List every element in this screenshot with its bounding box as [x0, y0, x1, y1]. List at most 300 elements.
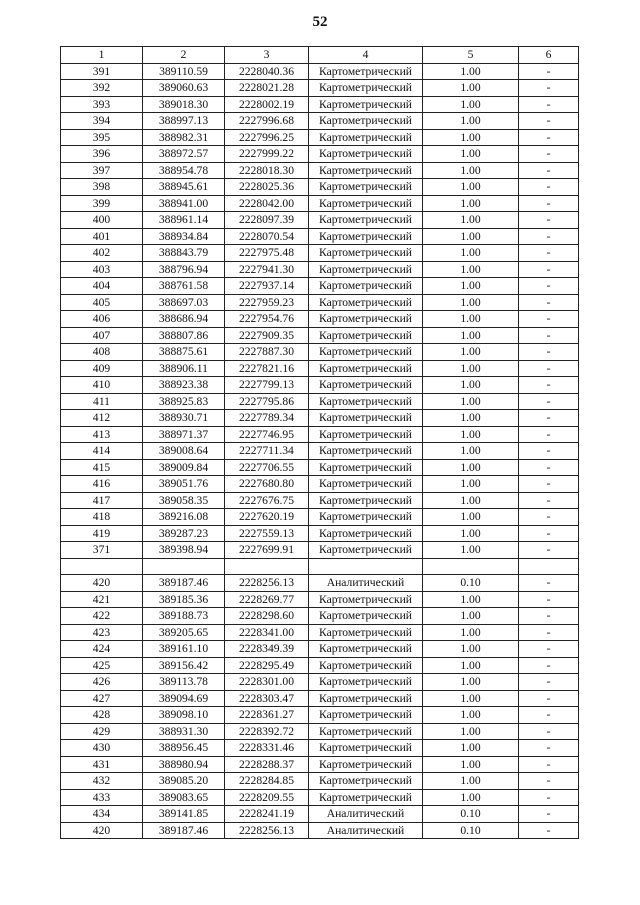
table-row	[61, 410, 579, 427]
table-cell: Картометрический	[309, 113, 423, 130]
table-cell: 428	[61, 707, 143, 724]
table-cell: Картометрический	[309, 591, 423, 608]
table-cell: 402	[61, 245, 143, 262]
table-cell: 2228018.30	[225, 162, 309, 179]
table-cell: 1.00	[423, 195, 519, 212]
table-cell: -	[519, 113, 579, 130]
table-cell: 1.00	[423, 360, 519, 377]
table-cell: 2228021.28	[225, 80, 309, 97]
table-cell: -	[519, 327, 579, 344]
table-row	[61, 278, 579, 295]
table-cell: 395	[61, 129, 143, 146]
table-cell: 1.00	[423, 80, 519, 97]
table-row	[61, 674, 579, 691]
table-cell: Картометрический	[309, 245, 423, 262]
table-cell	[225, 558, 309, 575]
table-cell: Картометрический	[309, 740, 423, 757]
table-cell: 1.00	[423, 674, 519, 691]
table-cell: 2228025.36	[225, 179, 309, 196]
table-cell: 433	[61, 789, 143, 806]
table-cell: 391	[61, 63, 143, 80]
table-cell: Картометрический	[309, 657, 423, 674]
table-row	[61, 443, 579, 460]
table-cell: Картометрический	[309, 476, 423, 493]
table-cell: -	[519, 195, 579, 212]
table-cell: Картометрический	[309, 129, 423, 146]
table-cell: Картометрический	[309, 80, 423, 97]
table-row	[61, 641, 579, 658]
table-cell: -	[519, 674, 579, 691]
table-cell: Аналитический	[309, 806, 423, 823]
table-cell: 1.00	[423, 344, 519, 361]
table-cell: 1.00	[423, 690, 519, 707]
table-cell: 2228042.00	[225, 195, 309, 212]
table-row	[61, 179, 579, 196]
table-cell: 415	[61, 459, 143, 476]
table-cell: Картометрический	[309, 393, 423, 410]
table-row	[61, 377, 579, 394]
table-body	[61, 63, 579, 839]
page-number: 52	[312, 14, 328, 30]
table-cell: 434	[61, 806, 143, 823]
table-cell: 1.00	[423, 261, 519, 278]
table-cell: 394	[61, 113, 143, 130]
table-cell: 389205.65	[143, 624, 225, 641]
table-cell: 1.00	[423, 591, 519, 608]
table-cell: 388945.61	[143, 179, 225, 196]
table-cell: -	[519, 228, 579, 245]
table-cell: Картометрический	[309, 228, 423, 245]
table-row	[61, 806, 579, 823]
table-cell: Картометрический	[309, 212, 423, 229]
table-cell: -	[519, 212, 579, 229]
table-cell: 2227821.16	[225, 360, 309, 377]
table-cell: Картометрический	[309, 278, 423, 295]
table-cell: -	[519, 261, 579, 278]
table-cell: 1.00	[423, 63, 519, 80]
table-cell: 388971.37	[143, 426, 225, 443]
table-cell: Картометрический	[309, 492, 423, 509]
table-row	[61, 822, 579, 839]
table-cell: 432	[61, 773, 143, 790]
table-cell: -	[519, 393, 579, 410]
table-cell: 401	[61, 228, 143, 245]
table-cell: 425	[61, 657, 143, 674]
table-cell: 429	[61, 723, 143, 740]
table-row	[61, 294, 579, 311]
table-cell: 389009.84	[143, 459, 225, 476]
table-cell: 2227996.25	[225, 129, 309, 146]
table-row	[61, 492, 579, 509]
table-row	[61, 723, 579, 740]
table-row	[61, 575, 579, 592]
table-cell: 2227559.13	[225, 525, 309, 542]
table-cell: -	[519, 591, 579, 608]
table-row	[61, 773, 579, 790]
table-cell: 2227620.19	[225, 509, 309, 526]
table-cell: 1.00	[423, 740, 519, 757]
table-cell: 422	[61, 608, 143, 625]
table-cell: 389287.23	[143, 525, 225, 542]
table-cell: 388934.84	[143, 228, 225, 245]
table-cell: 2228002.19	[225, 96, 309, 113]
table-cell: -	[519, 80, 579, 97]
table-cell: 430	[61, 740, 143, 757]
table-cell: 2228349.39	[225, 641, 309, 658]
table-cell: 2228241.19	[225, 806, 309, 823]
table-cell: 409	[61, 360, 143, 377]
table-cell: 1.00	[423, 723, 519, 740]
table-row	[61, 657, 579, 674]
table-cell: 421	[61, 591, 143, 608]
table-cell: 388956.45	[143, 740, 225, 757]
table-cell: Картометрический	[309, 542, 423, 559]
table-cell: -	[519, 459, 579, 476]
table-cell: 2228295.49	[225, 657, 309, 674]
table-cell: Картометрический	[309, 179, 423, 196]
table-cell	[423, 558, 519, 575]
table-cell: Картометрический	[309, 294, 423, 311]
table-cell: 2228303.47	[225, 690, 309, 707]
table-cell: 389161.10	[143, 641, 225, 658]
table-cell: -	[519, 377, 579, 394]
table-cell: Картометрический	[309, 608, 423, 625]
table-cell: -	[519, 294, 579, 311]
table-cell: 1.00	[423, 756, 519, 773]
table-cell: -	[519, 146, 579, 163]
table-cell: 2227887.30	[225, 344, 309, 361]
table-cell: 1.00	[423, 96, 519, 113]
table-cell: -	[519, 723, 579, 740]
table-cell: 388906.11	[143, 360, 225, 377]
table-cell: 389188.73	[143, 608, 225, 625]
table-cell: 1.00	[423, 113, 519, 130]
table-row	[61, 789, 579, 806]
table-cell: 1.00	[423, 146, 519, 163]
table-cell: 389216.08	[143, 509, 225, 526]
table-cell: 424	[61, 641, 143, 658]
table-cell: 408	[61, 344, 143, 361]
table-row	[61, 113, 579, 130]
table-cell: 2228070.54	[225, 228, 309, 245]
table-cell: 1.00	[423, 228, 519, 245]
table-cell	[309, 558, 423, 575]
table-cell: 406	[61, 311, 143, 328]
table-cell: -	[519, 492, 579, 509]
table-cell: Картометрический	[309, 327, 423, 344]
table-cell: 2227711.34	[225, 443, 309, 460]
table-cell: 396	[61, 146, 143, 163]
table-row	[61, 327, 579, 344]
table-row	[61, 558, 579, 575]
table-cell: Картометрический	[309, 773, 423, 790]
table-cell: 420	[61, 575, 143, 592]
table-cell: 392	[61, 80, 143, 97]
table-cell: -	[519, 344, 579, 361]
table-cell: Картометрический	[309, 377, 423, 394]
table-cell: 1.00	[423, 410, 519, 427]
table-cell: 389187.46	[143, 575, 225, 592]
table-row	[61, 476, 579, 493]
table-cell: 2228269.77	[225, 591, 309, 608]
table-cell: 419	[61, 525, 143, 542]
table-cell: 389051.76	[143, 476, 225, 493]
table-row	[61, 591, 579, 608]
table-cell: 1.00	[423, 492, 519, 509]
table-cell: Картометрический	[309, 525, 423, 542]
table-cell: Картометрический	[309, 146, 423, 163]
table-cell: 389098.10	[143, 707, 225, 724]
table-cell: Картометрический	[309, 509, 423, 526]
table-cell: 389083.65	[143, 789, 225, 806]
table-cell: 0.10	[423, 575, 519, 592]
table-cell: 398	[61, 179, 143, 196]
table-cell: 2227954.76	[225, 311, 309, 328]
table-cell: Картометрический	[309, 311, 423, 328]
table-cell: 1.00	[423, 525, 519, 542]
table-cell: 388941.00	[143, 195, 225, 212]
table-cell: Картометрический	[309, 756, 423, 773]
table-cell: -	[519, 443, 579, 460]
table-row	[61, 756, 579, 773]
table-cell: 2228361.27	[225, 707, 309, 724]
table-cell: 1.00	[423, 327, 519, 344]
table-cell: 388796.94	[143, 261, 225, 278]
table-cell: 2228209.55	[225, 789, 309, 806]
table-cell: Картометрический	[309, 426, 423, 443]
table-cell: 2228288.37	[225, 756, 309, 773]
table-cell: 2227676.75	[225, 492, 309, 509]
table-cell: 2228284.85	[225, 773, 309, 790]
table-cell: -	[519, 63, 579, 80]
table-cell: 2227975.48	[225, 245, 309, 262]
table-cell: 2227941.30	[225, 261, 309, 278]
table-cell: 389185.36	[143, 591, 225, 608]
table-row	[61, 459, 579, 476]
table-cell: 1.00	[423, 179, 519, 196]
table-cell: 1.00	[423, 657, 519, 674]
table-cell: -	[519, 740, 579, 757]
table-cell: 417	[61, 492, 143, 509]
table-cell: -	[519, 575, 579, 592]
table-cell: 389141.85	[143, 806, 225, 823]
table-cell: 2228301.00	[225, 674, 309, 691]
table-cell: 388686.94	[143, 311, 225, 328]
table-cell: Картометрический	[309, 63, 423, 80]
table-row	[61, 96, 579, 113]
table-cell: 388697.03	[143, 294, 225, 311]
table-cell: -	[519, 96, 579, 113]
table-cell: 389018.30	[143, 96, 225, 113]
table-cell: 1.00	[423, 509, 519, 526]
table-cell: 1.00	[423, 426, 519, 443]
table-cell: 1.00	[423, 624, 519, 641]
table-cell: Картометрический	[309, 162, 423, 179]
table-cell: 1.00	[423, 789, 519, 806]
table-cell: 388954.78	[143, 162, 225, 179]
table-cell: -	[519, 311, 579, 328]
table-cell: -	[519, 756, 579, 773]
table-row	[61, 624, 579, 641]
table-cell: -	[519, 641, 579, 658]
table-cell: 2228392.72	[225, 723, 309, 740]
table-row	[61, 740, 579, 757]
table-cell: 1.00	[423, 278, 519, 295]
table-cell: 1.00	[423, 476, 519, 493]
table-cell: 2227789.34	[225, 410, 309, 427]
table-cell: 420	[61, 822, 143, 839]
table-cell: -	[519, 690, 579, 707]
header-cell: 2	[143, 47, 225, 64]
table-row	[61, 608, 579, 625]
table-cell: 2227706.55	[225, 459, 309, 476]
table-cell: 2228040.36	[225, 63, 309, 80]
table-cell: 1.00	[423, 773, 519, 790]
table-cell: 388931.30	[143, 723, 225, 740]
table-cell: 0.10	[423, 822, 519, 839]
table-cell: -	[519, 624, 579, 641]
table-cell: 389094.69	[143, 690, 225, 707]
table-cell: -	[519, 245, 579, 262]
table-row	[61, 228, 579, 245]
table-cell: 1.00	[423, 245, 519, 262]
table-cell: 388925.83	[143, 393, 225, 410]
header-cell: 4	[309, 47, 423, 64]
table-cell: 399	[61, 195, 143, 212]
table-row	[61, 80, 579, 97]
table-cell: 423	[61, 624, 143, 641]
table-cell: Картометрический	[309, 723, 423, 740]
table-cell: 431	[61, 756, 143, 773]
table-cell: 1.00	[423, 294, 519, 311]
table-cell: 389085.20	[143, 773, 225, 790]
table-header-row	[61, 47, 579, 64]
table-cell: 426	[61, 674, 143, 691]
table-cell: Картометрический	[309, 344, 423, 361]
table-cell: 388972.57	[143, 146, 225, 163]
table-cell: Картометрический	[309, 459, 423, 476]
table-row	[61, 261, 579, 278]
table-cell: -	[519, 129, 579, 146]
table-row	[61, 360, 579, 377]
table-cell: 388923.38	[143, 377, 225, 394]
table-cell: 388875.61	[143, 344, 225, 361]
table-cell: 416	[61, 476, 143, 493]
table-cell: 388761.58	[143, 278, 225, 295]
table-cell: 404	[61, 278, 143, 295]
table-cell	[143, 558, 225, 575]
table-cell: 427	[61, 690, 143, 707]
table-cell: 405	[61, 294, 143, 311]
table-cell: Картометрический	[309, 410, 423, 427]
table-cell: 1.00	[423, 459, 519, 476]
table-row	[61, 195, 579, 212]
table-cell: Картометрический	[309, 789, 423, 806]
table-cell: 2228256.13	[225, 822, 309, 839]
table-cell: 2227795.86	[225, 393, 309, 410]
table-row	[61, 525, 579, 542]
table-cell: -	[519, 806, 579, 823]
table-cell: 1.00	[423, 311, 519, 328]
table-cell: 388961.14	[143, 212, 225, 229]
table-cell: 388980.94	[143, 756, 225, 773]
table-cell: 389058.35	[143, 492, 225, 509]
table-cell: 389156.42	[143, 657, 225, 674]
table-row	[61, 542, 579, 559]
table-cell: 413	[61, 426, 143, 443]
table-cell: Аналитический	[309, 822, 423, 839]
table-cell: 2228256.13	[225, 575, 309, 592]
table-cell: 2227680.80	[225, 476, 309, 493]
table-cell: 389008.64	[143, 443, 225, 460]
table-cell: Картометрический	[309, 624, 423, 641]
table-cell: 389113.78	[143, 674, 225, 691]
table-cell: -	[519, 278, 579, 295]
table-row	[61, 212, 579, 229]
table-cell: 412	[61, 410, 143, 427]
table-cell: 389060.63	[143, 80, 225, 97]
table-cell: -	[519, 410, 579, 427]
table-cell: Картометрический	[309, 360, 423, 377]
table-cell: 400	[61, 212, 143, 229]
table-cell: 388807.86	[143, 327, 225, 344]
table-cell	[61, 558, 143, 575]
table-cell: Картометрический	[309, 674, 423, 691]
table-cell: -	[519, 773, 579, 790]
table-cell: -	[519, 707, 579, 724]
coordinates-table	[60, 46, 579, 839]
table-cell: 0.10	[423, 806, 519, 823]
table-row	[61, 690, 579, 707]
table-cell: 2227746.95	[225, 426, 309, 443]
table-cell: 389398.94	[143, 542, 225, 559]
table-cell: 1.00	[423, 641, 519, 658]
table-cell: 2227996.68	[225, 113, 309, 130]
table-cell: 418	[61, 509, 143, 526]
table-cell: 388997.13	[143, 113, 225, 130]
table-row	[61, 63, 579, 80]
table-cell: -	[519, 162, 579, 179]
header-cell: 1	[61, 47, 143, 64]
table-cell: -	[519, 525, 579, 542]
table-row	[61, 509, 579, 526]
table-cell: Картометрический	[309, 96, 423, 113]
table-cell: 1.00	[423, 129, 519, 146]
table-cell: Картометрический	[309, 443, 423, 460]
table-cell: 1.00	[423, 443, 519, 460]
table-cell: 1.00	[423, 707, 519, 724]
table-cell: 410	[61, 377, 143, 394]
table-cell: 2228331.46	[225, 740, 309, 757]
table-cell: 1.00	[423, 542, 519, 559]
table-cell: 388982.31	[143, 129, 225, 146]
table-cell: 2227959.23	[225, 294, 309, 311]
table-row	[61, 344, 579, 361]
table-cell: -	[519, 542, 579, 559]
table-cell: -	[519, 608, 579, 625]
table-cell: 2227909.35	[225, 327, 309, 344]
table-cell: -	[519, 179, 579, 196]
table-cell: 393	[61, 96, 143, 113]
table-row	[61, 129, 579, 146]
table-cell: -	[519, 789, 579, 806]
header-cell: 6	[519, 47, 579, 64]
table-cell: 1.00	[423, 393, 519, 410]
table-cell: 1.00	[423, 162, 519, 179]
table-cell: 1.00	[423, 377, 519, 394]
table-row	[61, 146, 579, 163]
table-cell: 2228298.60	[225, 608, 309, 625]
